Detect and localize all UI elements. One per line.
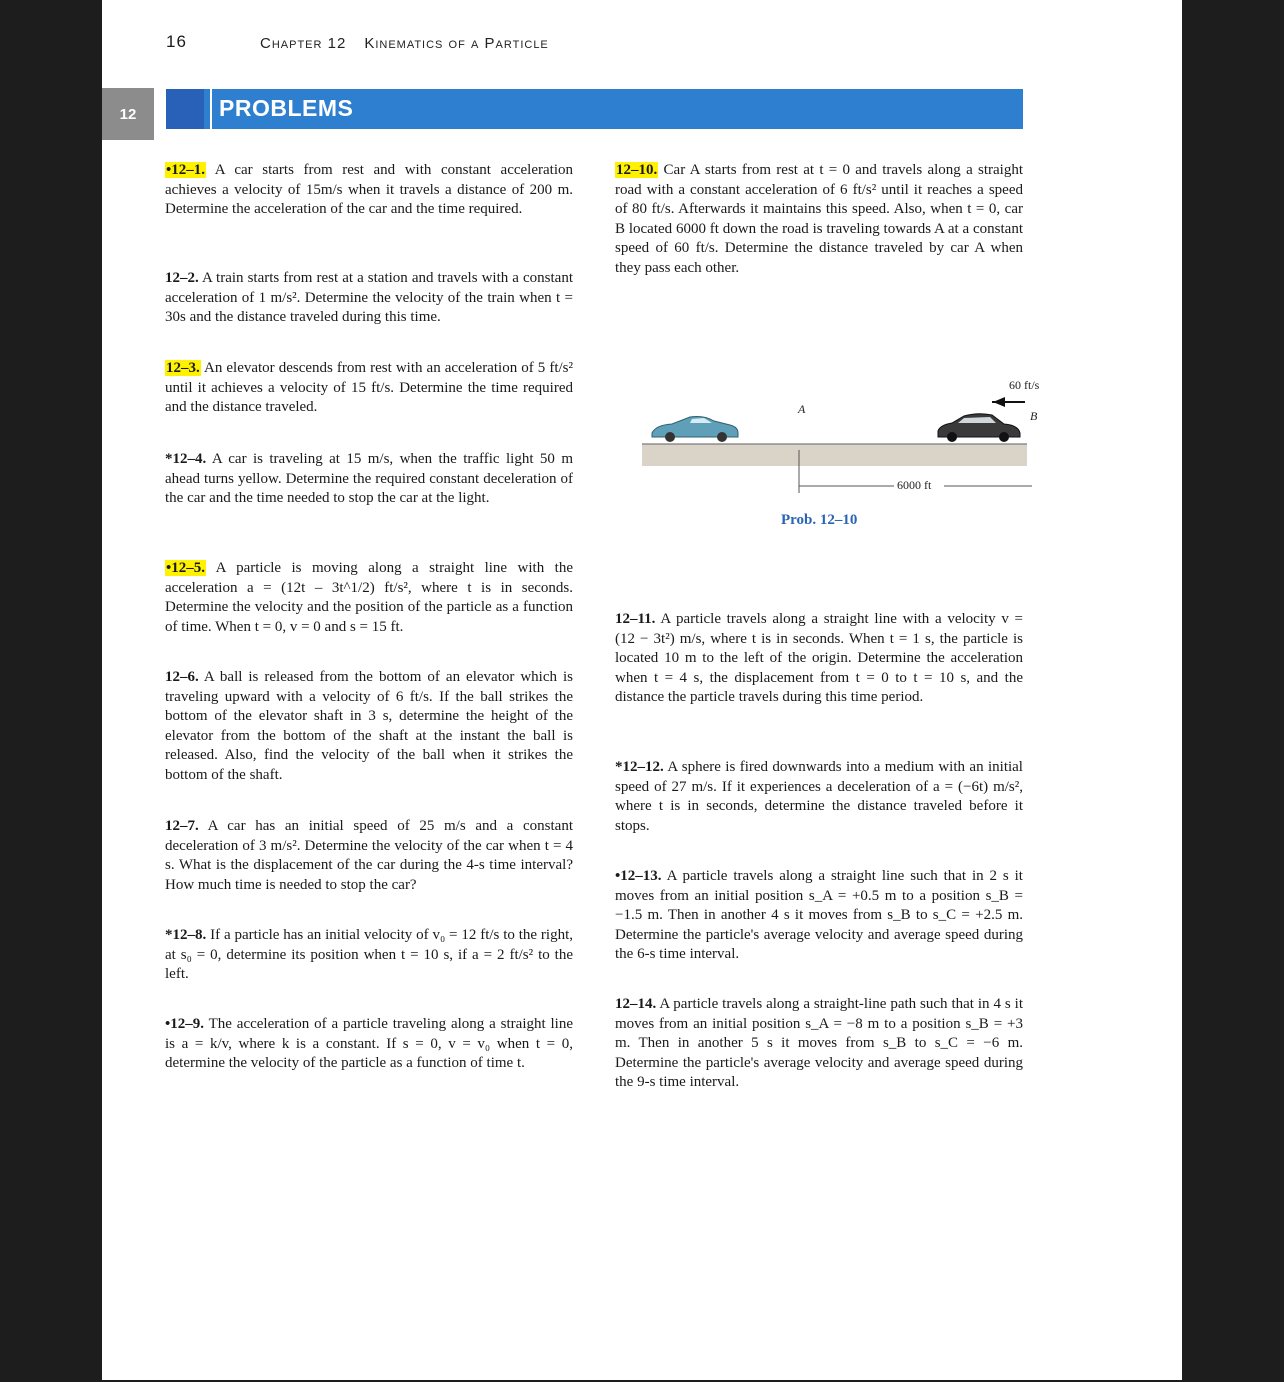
chapter-label: Chapter 12	[260, 35, 347, 52]
page-number: 16	[166, 32, 187, 51]
problem-text: A car starts from rest and with constant acceleration achieves a velocity of 15m/s when it travels a distance of 200 m. Determine the acceleration of the car and the time required.	[165, 162, 573, 217]
problem-12-12	[615, 758, 1023, 836]
section-title: PROBLEMS	[219, 95, 354, 121]
problem-number: •12–13.	[615, 868, 662, 884]
problem-number: *12–8.	[165, 927, 207, 943]
problem-number: 12–10.	[616, 162, 658, 178]
problem-text: A car is traveling at 15 m/s, when the traffic light 50 m ahead turns yellow. Determine the required constant deceleration of the car and the time needed to stop the car at the light.	[165, 451, 573, 506]
problem-number: 12–7.	[165, 818, 199, 834]
problem-12-3	[165, 359, 573, 418]
problem-number: 12–3.	[166, 360, 200, 376]
road-surface	[642, 444, 1027, 466]
problem-12-2	[165, 269, 573, 328]
problem-text: A sphere is fired downwards into a medium with an initial speed of 27 m/s. If it experiences a deceleration of a = (−6t) m/s², where t is in seconds, determine the distance traveled before it stops.	[615, 759, 1023, 834]
problem-number: *12–4.	[165, 451, 207, 467]
problem-text: An elevator descends from rest with an acceleration of 5 ft/s² until it achieves a velocity of 15 ft/s. Determine the time required and the distance traveled.	[165, 360, 573, 415]
problem-text: A car has an initial speed of 25 m/s and a constant deceleration of 3 m/s². Determine the velocity of the car when t = 4 s. What is the displacement of the car during the 4-s time interval? How much time is needed to stop the car?	[165, 818, 573, 893]
problem-text: A particle is moving along a straight line with the acceleration a = (12t – 3t^1/2) ft/s², where t is in seconds. Determine the velocity and the position of the particle as a function of time. When t = 0, v = 0 and s = 15 ft.	[165, 560, 573, 635]
problem-number: •12–9.	[165, 1016, 205, 1032]
problem-12-14	[615, 995, 1023, 1093]
textbook-page	[102, 0, 1182, 1380]
problem-text: A train starts from rest at a station and travels with a constant acceleration of 1 m/s². Determine the velocity of the train when t = 30s and the distance traveled during this time.	[165, 270, 573, 325]
problem-text: A particle travels along a straight-line path such that in 4 s it moves from an initial position s_A = −8 m to a position s_B = +3 m. Then in another 5 s it moves from s_B to s_C = −6 m. Determine the particle's average velocity and average speed during the 9-s time interval.	[615, 996, 1023, 1090]
distance-label: 6000 ft	[897, 478, 932, 492]
problem-12-5	[165, 559, 573, 637]
problem-12-4	[165, 450, 573, 509]
problem-number: 12–6.	[165, 669, 199, 685]
problem-text: If a particle has an initial velocity of v₀ = 12 ft/s to the right, at s₀ = 0, determine its position when t = 10 s, if a = 2 ft/s² to the left.	[165, 927, 574, 982]
banner-accent-block	[166, 89, 204, 129]
car-b-label: B	[1030, 409, 1038, 423]
problem-12-13	[615, 867, 1023, 965]
problem-12-6	[165, 668, 573, 785]
car-a-icon	[652, 417, 738, 443]
problem-text: A ball is released from the bottom of an elevator which is traveling upward with a velocity of 6 ft/s. If the ball strikes the bottom of the elevator shaft in 3 s, determine the height of the elevator from the bottom of the shaft at the instant the ball is released. Also, find the velocity of the ball when it strikes the bottom of the shaft.	[165, 669, 573, 783]
car-b-icon	[938, 414, 1020, 442]
running-head	[260, 35, 549, 52]
problem-number: •12–5.	[166, 560, 206, 576]
problem-12-10	[615, 161, 1023, 278]
problem-number: 12–11.	[615, 611, 656, 627]
car-a-label: A	[798, 402, 806, 416]
problem-12-7	[165, 817, 573, 895]
problem-text: Car A starts from rest at t = 0 and travels along a straight road with a constant acceleration of 6 ft/s² until it reaches a speed of 80 ft/s. Afterwards it maintains this speed. Also, when t = 0, car B located 6000 ft down the road is traveling towards A at a constant speed of 60 ft/s. Determine the distance traveled by car A when they pass each other.	[615, 162, 1023, 276]
problem-number: *12–12.	[615, 759, 664, 775]
velocity-arrow	[992, 397, 1032, 407]
problem-text: The acceleration of a particle traveling along a straight line is a = k/v, where k is a constant. If s = 0, v = v₀ when t = 0, determine the velocity of the particle as a function of time t.	[165, 1016, 573, 1071]
chapter-tab: 12	[102, 88, 154, 140]
problem-12-9	[165, 1015, 573, 1074]
banner-divider	[210, 89, 212, 129]
problem-12-11	[615, 610, 1023, 708]
problem-number: 12–14.	[615, 996, 657, 1012]
chapter-title: Kinematics of a Particle	[364, 35, 549, 52]
problem-12-8	[165, 926, 573, 985]
speed-label: 60 ft/s	[1009, 378, 1040, 392]
figure-caption: Prob. 12–10	[781, 512, 858, 528]
prob-12-10-figure	[642, 375, 1032, 505]
problem-text: A particle travels along a straight line such that in 2 s it moves from an initial position s_A = +0.5 m to a position s_B = −1.5 m. Then in another 4 s it moves from s_B to s_C = +2.5 m. Determine the particle's average velocity and average speed during the 6-s time interval.	[615, 868, 1023, 962]
problem-text: A particle travels along a straight line with a velocity v = (12 − 3t²) m/s, where t is in seconds. When t = 1 s, the particle is located 10 m to the left of the origin. Determine the acceleration when t = 4 s, the displacement from t = 0 to t = 10 s, and the distance the particle travels during this time period.	[615, 611, 1023, 705]
problem-number: 12–2.	[165, 270, 199, 286]
problem-number: •12–1.	[166, 162, 206, 178]
problem-12-1	[165, 161, 573, 220]
